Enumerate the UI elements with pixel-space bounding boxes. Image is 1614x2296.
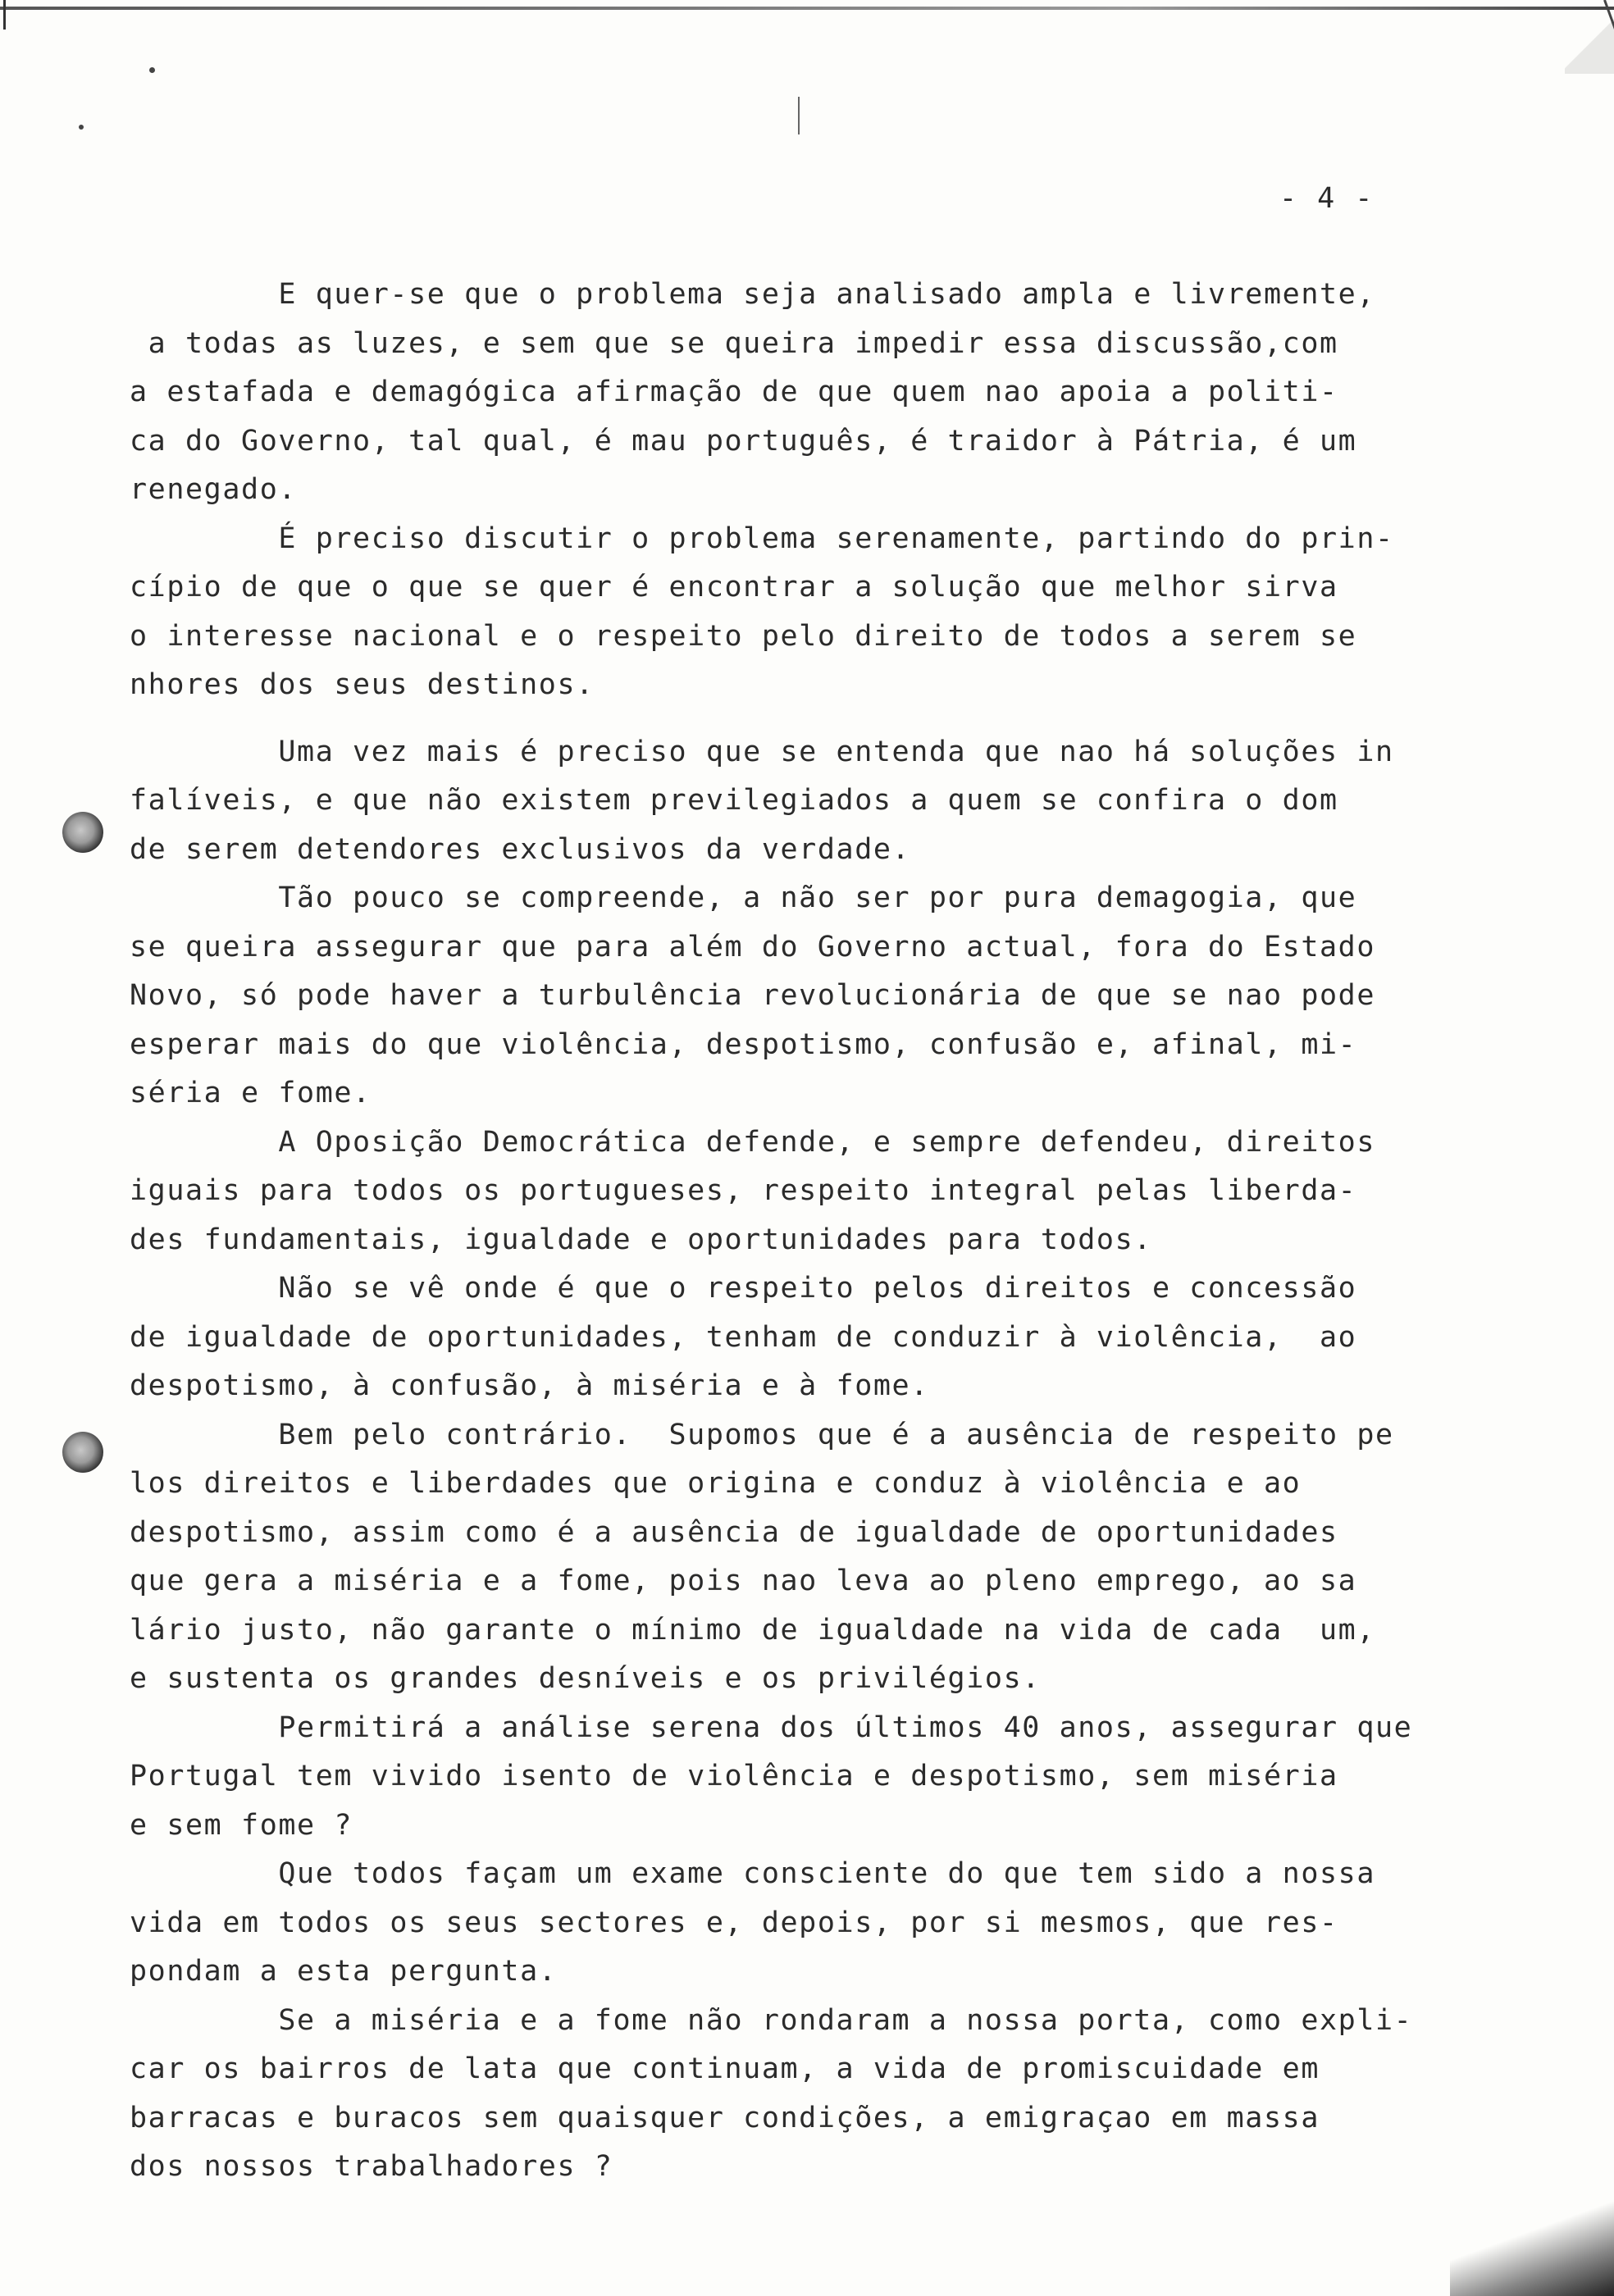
- punch-hole-top: [62, 812, 103, 853]
- text-line: iguais para todos os portugueses, respeito integral pelas liberda-: [130, 1174, 1357, 1207]
- left-edge-mark: [3, 0, 6, 30]
- text-line: É preciso discutir o problema serenamente, partindo do prin-: [130, 522, 1394, 555]
- pencil-mark: [798, 97, 800, 134]
- text-line: nhores dos seus destinos.: [130, 668, 595, 701]
- paragraph-gap: [130, 710, 1475, 728]
- text-line: lário justo, não garante o mínimo de igualdade na vida de cada um,: [130, 1613, 1376, 1647]
- text-line: Novo, só pode haver a turbulência revolucionária de que se nao pode: [130, 979, 1376, 1012]
- text-line: de igualdade de oportunidades, tenham de conduzir à violência, ao: [130, 1320, 1357, 1354]
- text-line: E quer-se que o problema seja analisado ampla e livremente,: [130, 278, 1376, 311]
- text-line: Tão pouco se compreende, a não ser por pura demagogia, que: [130, 882, 1357, 914]
- text-line: o interesse nacional e o respeito pelo direito de todos a serem se: [130, 619, 1357, 653]
- text-line: despotismo, assim como é a ausência de igualdade de oportunidades: [130, 1515, 1338, 1549]
- text-line: que gera a miséria e a fome, pois nao leva ao pleno emprego, ao sa: [130, 1565, 1357, 1597]
- text-line: séria e fome.: [130, 1077, 372, 1109]
- text-line: esperar mais do que violência, despotismo, confusão e, afinal, mi-: [130, 1027, 1357, 1061]
- text-line: Se a miséria e a fome não rondaram a nossa porta, como expli-: [130, 2003, 1413, 2037]
- text-line: Uma vez mais é preciso que se entenda que nao há soluções in: [130, 735, 1394, 768]
- speck-mark: [149, 67, 155, 73]
- text-line: Que todos façam um exame consciente do que tem sido a nossa: [130, 1857, 1376, 1890]
- document-body: [130, 271, 1475, 2192]
- speck-mark: [79, 125, 84, 130]
- text-line: Portugal tem vivido isento de violência e despotismo, sem miséria: [130, 1760, 1338, 1793]
- text-line: des fundamentais, igualdade e oportunidades para todos.: [130, 1223, 1152, 1256]
- text-line: Bem pelo contrário. Supomos que é a ausência de respeito pe: [130, 1418, 1394, 1451]
- text-line: pondam a esta pergunta.: [130, 1955, 558, 1988]
- text-line: barracas e buracos sem quaisquer condições, a emigraçao em massa: [130, 2101, 1320, 2134]
- text-line: ca do Governo, tal qual, é mau português, é traidor à Pátria, é um: [130, 424, 1357, 458]
- text-line: despotismo, à confusão, à miséria e à fome.: [130, 1369, 929, 1402]
- text-line: e sustenta os grandes desníveis e os privilégios.: [130, 1662, 1041, 1695]
- text-line: cípio de que o que se quer é encontrar a solução que melhor sirva: [130, 571, 1338, 604]
- text-line: Não se vê onde é que o respeito pelos direitos e concessão: [130, 1272, 1357, 1305]
- text-line: dos nossos trabalhadores ?: [130, 2150, 613, 2183]
- top-edge-rule: [0, 7, 1614, 10]
- text-line: A Oposição Democrática defende, e sempre defendeu, direitos: [130, 1125, 1376, 1159]
- text-line: se queira assegurar que para além do Governo actual, fora do Estado: [130, 930, 1376, 963]
- text-line: falíveis, e que não existem previlegiados a quem se confira o dom: [130, 784, 1338, 817]
- scan-shadow: [1450, 2165, 1614, 2296]
- text-line: a estafada e demagógica afirmação de que quem nao apoia a politi-: [130, 376, 1338, 408]
- text-line: car os bairros de lata que continuam, a vida de promiscuidade em: [130, 2052, 1320, 2085]
- text-line: Permitirá a análise serena dos últimos 40 anos, assegurar que: [130, 1711, 1413, 1744]
- text-line: los direitos e liberdades que origina e conduz à violência e ao: [130, 1467, 1302, 1500]
- punch-hole-bottom: [62, 1432, 103, 1473]
- text-line: a todas as luzes, e sem que se queira impedir essa discussão,com: [130, 326, 1338, 360]
- text-line: e sem fome ?: [130, 1808, 353, 1842]
- text-line: renegado.: [130, 473, 298, 506]
- page-number: - 4 -: [1279, 182, 1375, 215]
- text-line: vida em todos os seus sectores e, depois, por si mesmos, que res-: [130, 1906, 1338, 1939]
- text-line: de serem detendores exclusivos da verdade.: [130, 832, 911, 866]
